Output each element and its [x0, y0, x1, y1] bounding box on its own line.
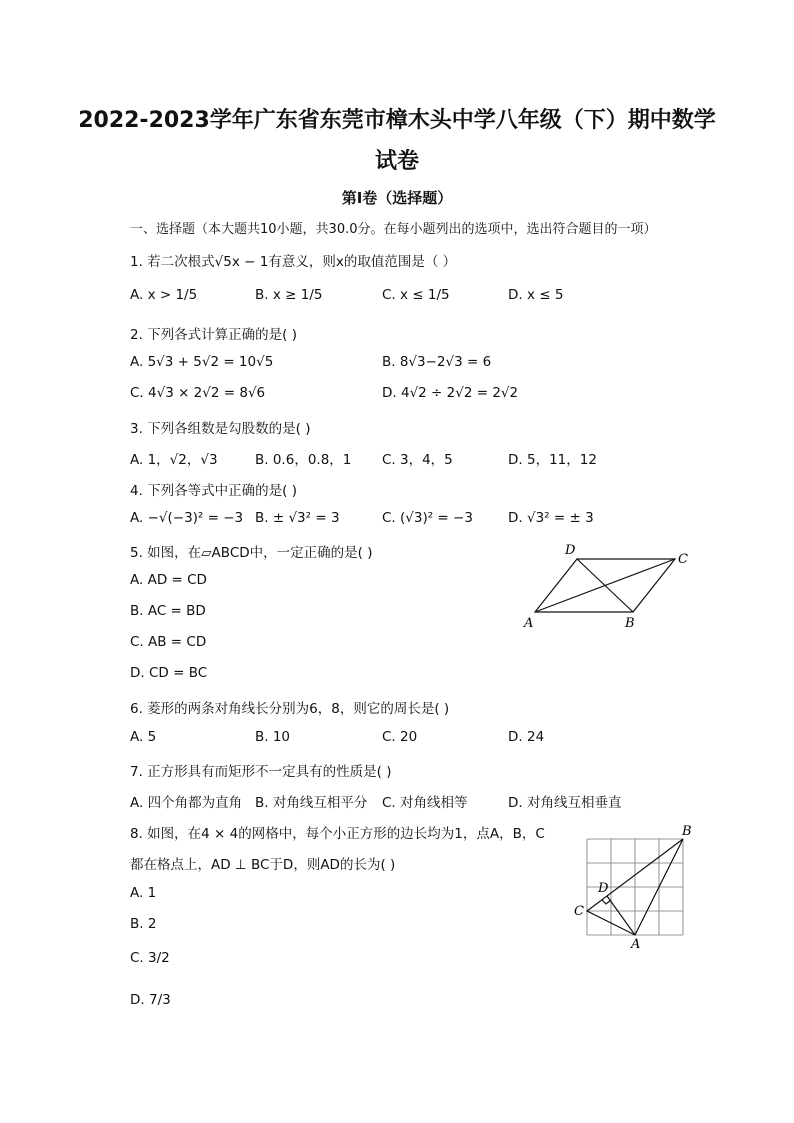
q2-option-b: B. 8√3−2√3 = 6: [382, 354, 492, 370]
question-6: 6. 菱形的两条对角线长分别为6，8，则它的周长是( ): [130, 701, 450, 717]
q4-option-a: A. −√(−3)² = −3: [130, 510, 244, 526]
q1-option-a: A. x > 1/5: [130, 287, 198, 303]
label-d: D: [565, 543, 576, 558]
q1-option-c: C. x ≤ 1/5: [382, 287, 450, 303]
q3-option-b: B. 0.6，0.8，1: [255, 452, 352, 468]
q6-option-a: A. 5: [130, 729, 157, 745]
q4-option-d: D. √3² = ± 3: [508, 510, 594, 526]
q5-option-d: D. CD = BC: [130, 665, 208, 681]
q2-option-d: D. 4√2 ÷ 2√2 = 2√2: [382, 385, 519, 401]
q1-option-b: B. x ≥ 1/5: [255, 287, 323, 303]
q5-option-a: A. AD = CD: [130, 572, 207, 588]
q2-option-c: C. 4√3 × 2√2 = 8√6: [130, 385, 266, 401]
q8-option-a: A. 1: [130, 885, 157, 901]
label-a: A: [631, 937, 641, 952]
question-3: 3. 下列各组数是勾股数的是( ): [130, 421, 311, 437]
label-b: B: [625, 616, 635, 631]
page-title-line2: 试卷: [374, 149, 419, 174]
q8-option-b: B. 2: [130, 916, 157, 932]
q5-option-c: C. AB = CD: [130, 634, 207, 650]
grid-figure: [570, 820, 700, 955]
q4-option-c: C. (√3)² = −3: [382, 510, 473, 526]
label-b: B: [682, 824, 692, 839]
q2-option-a: A. 5√3 + 5√2 = 10√5: [130, 354, 274, 370]
label-d: D: [598, 881, 609, 896]
q3-option-d: D. 5，11，12: [508, 452, 597, 468]
question-8-line2: 都在格点上，AD ⊥ BC于D，则AD的长为( ): [130, 857, 396, 873]
section-heading: 第I卷（选择题）: [341, 189, 453, 207]
q3-option-c: C. 3，4，5: [382, 452, 453, 468]
q7-option-b: B. 对角线互相平分: [255, 795, 368, 811]
q4-option-b: B. ± √3² = 3: [255, 510, 340, 526]
q7-option-a: A. 四个角都为直角: [130, 795, 243, 811]
label-c: C: [574, 904, 584, 919]
question-5: 5. 如图，在▱ABCD中，一定正确的是( ): [130, 545, 373, 561]
q6-option-b: B. 10: [255, 729, 291, 745]
question-1: 1. 若二次根式√5x − 1有意义，则x的取值范围是（ ）: [130, 254, 457, 270]
label-c: C: [678, 552, 688, 567]
question-7: 7. 正方形具有而矩形不一定具有的性质是( ): [130, 764, 392, 780]
q3-option-a: A. 1，√2，√3: [130, 452, 218, 468]
question-4: 4. 下列各等式中正确的是( ): [130, 483, 297, 499]
q1-option-d: D. x ≤ 5: [508, 287, 564, 303]
page-title-line1: 2022-2023学年广东省东莞市樟木头中学八年级（下）期中数学: [78, 108, 716, 133]
q8-option-c: C. 3/2: [130, 950, 170, 966]
q5-option-b: B. AC = BD: [130, 603, 206, 619]
question-8-line1: 8. 如图，在4 × 4的网格中，每个小正方形的边长均为1，点A，B，C: [130, 826, 545, 842]
parallelogram-figure: [515, 538, 695, 633]
right-angle-mark: [602, 900, 611, 904]
q7-option-c: C. 对角线相等: [382, 795, 468, 811]
section-instruction: 一、选择题（本大题共10小题，共30.0分。在每小题列出的选项中，选出符合题目的一项）: [130, 222, 657, 237]
q6-option-d: D. 24: [508, 729, 545, 745]
q8-option-d: D. 7/3: [130, 992, 171, 1008]
question-2: 2. 下列各式计算正确的是( ): [130, 327, 297, 343]
diagonal-bd: [577, 559, 633, 612]
label-a: A: [524, 616, 534, 631]
q7-option-d: D. 对角线互相垂直: [508, 795, 622, 811]
q6-option-c: C. 20: [382, 729, 418, 745]
